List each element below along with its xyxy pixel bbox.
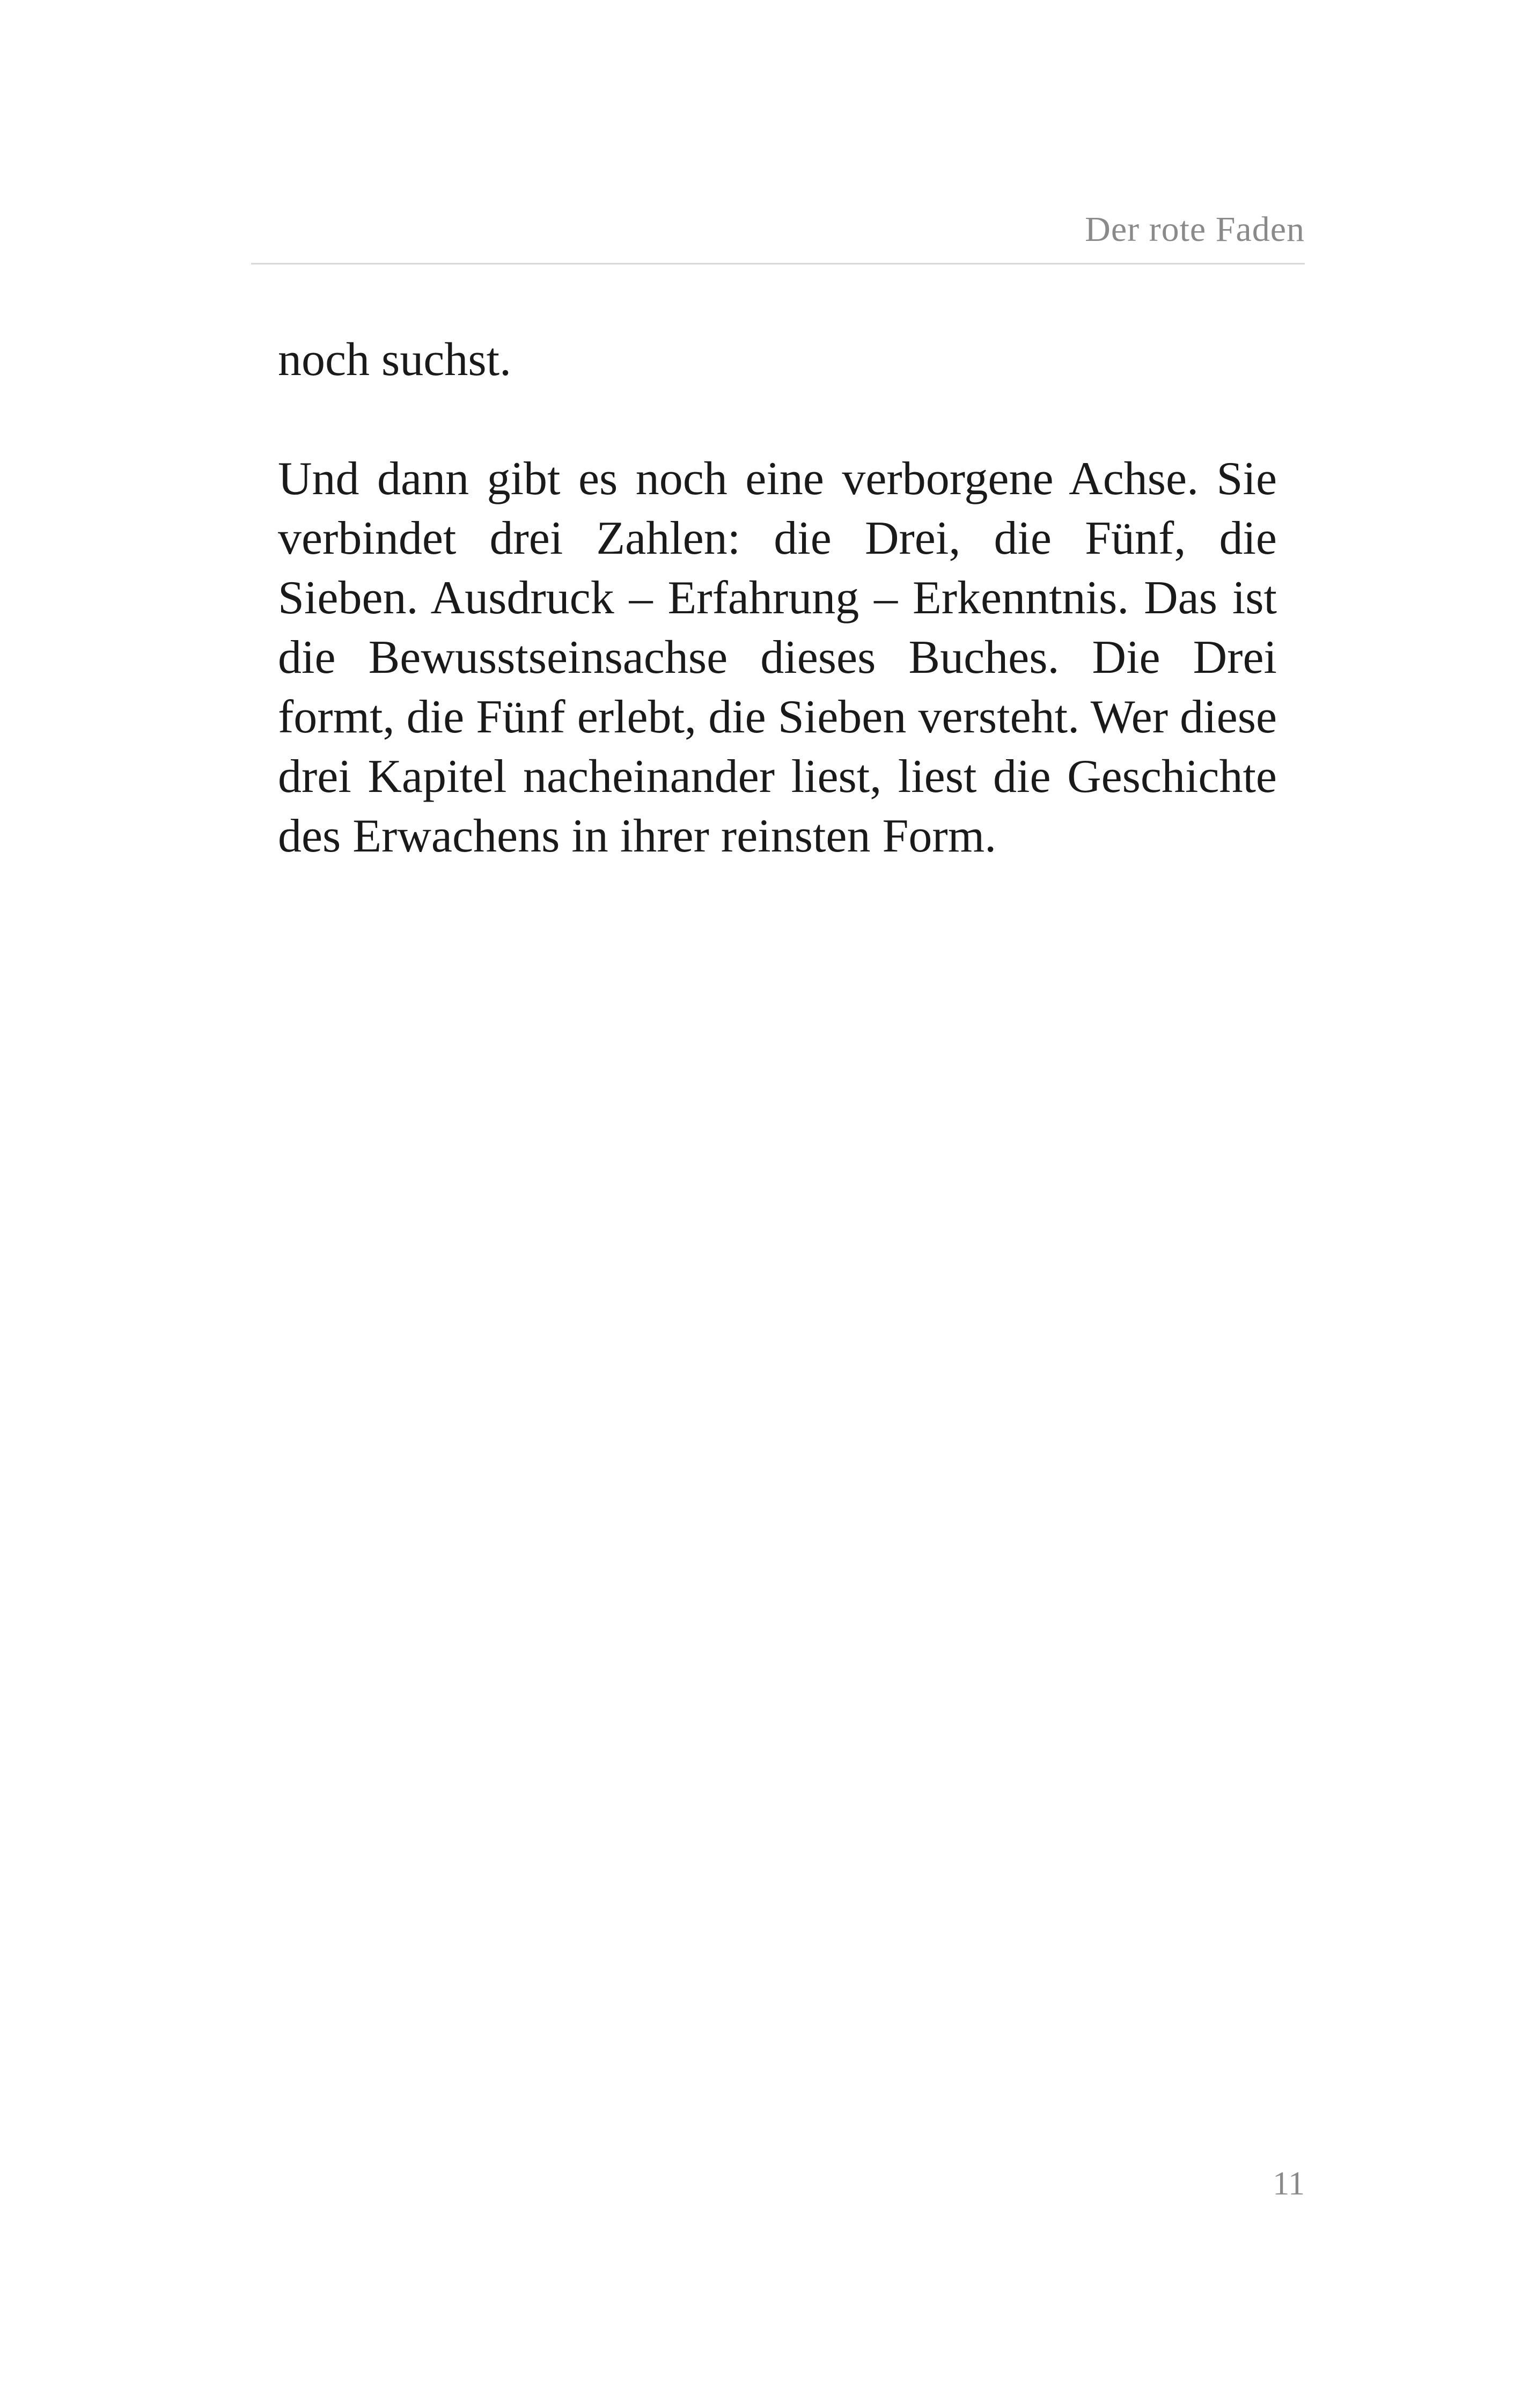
page-number: 11 bbox=[1273, 2165, 1305, 2202]
running-title: Der rote Faden bbox=[1085, 210, 1305, 249]
running-header bbox=[251, 199, 1305, 265]
paragraph: Und dann gibt es noch eine verborgene Achse. Sie verbindet drei Zahlen: die Drei, die Fünf, die Sieben. Ausdruck – Erfahrung – Erkenntnis. Das ist die Bewusstseinsachse dieses Buches. Die Drei formt, die Fünf erlebt, die Sieben versteht. Wer diese drei Kapitel nacheinander liest, liest die Geschichte des Erwachens in ihrer reinsten Form. bbox=[278, 453, 1277, 862]
continuation-line: noch suchst. bbox=[278, 334, 512, 386]
body-text bbox=[278, 330, 1277, 866]
